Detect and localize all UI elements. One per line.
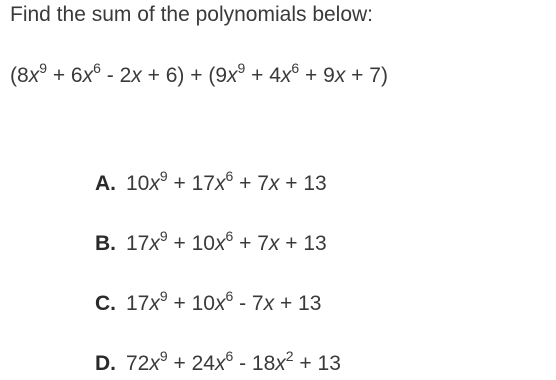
polynomial-expression: $(8x^9 + 6x^6 - 2x + 6) + (9x^9 + 4x^6 + 9x + 7)$ [10,60,388,87]
choice-a-coef-2: 17 [191,172,215,195]
choice-a-coef-1: 10 [126,172,150,195]
p2-exp-1: 9 [237,60,246,76]
question-text: Find the sum of the polynomials below: [10,3,374,26]
p2-coef-1: 9 [215,64,227,87]
p1-const: 6 [165,64,178,87]
choice-b-coef-2: 10 [191,232,215,255]
choice-a[interactable]: A. $10x^9 + 17x^6 + 7x + 13$ [95,168,327,195]
choice-c-coef-2: 10 [191,292,215,315]
choice-a-coef-3: 7 [257,172,269,195]
choice-d-const: 13 [317,352,341,375]
choice-b-const: 13 [303,232,327,255]
p1-coef-1: 8 [17,64,29,87]
choice-a-const: 13 [303,172,327,195]
choice-c-coef-1: 17 [126,292,150,315]
choice-b-exp-1: 9 [159,228,168,244]
choice-d[interactable]: D. $72x^9 + 24x^6 - 18x^2 + 13$ [95,348,341,375]
choice-b-exp-2: 6 [225,228,234,244]
p2-coef-3: 9 [323,64,335,87]
choice-b-coef-3: 7 [257,232,269,255]
choice-c-exp-1: 9 [159,288,168,304]
choice-c[interactable]: C. $17x^9 + 10x^6 - 7x + 13$ [95,288,322,315]
p1-coef-2: 6 [70,64,83,87]
choice-d-exp-2: 6 [225,348,234,364]
p2-coef-2: 4 [269,64,281,87]
choice-d-letter: D. [95,352,116,375]
choice-b-coef-1: 17 [126,232,150,255]
choice-d-coef-3: 18 [251,352,276,375]
p1-exp-1: 9 [39,60,47,76]
choice-c-coef-3: 7 [251,292,264,315]
choice-a-exp-1: 9 [159,168,168,184]
choice-d-exp-1: 9 [159,348,168,364]
p2-exp-2: 6 [291,60,300,76]
p1-coef-3: 2 [119,64,132,87]
p2-const: 7 [369,64,381,87]
p1-exp-2: 6 [93,60,101,76]
choice-c-letter: C. [95,292,116,315]
choice-c-const: 13 [298,292,322,315]
choice-a-exp-2: 6 [225,168,234,184]
choice-c-exp-2: 6 [225,288,234,304]
choice-d-exp-3: 2 [285,348,294,364]
choice-a-letter: A. [95,172,116,195]
choice-d-coef-1: 72 [126,352,150,375]
choice-b[interactable]: B. $17x^9 + 10x^6 + 7x + 13$ [95,228,327,255]
choice-b-letter: B. [95,232,116,255]
choice-d-coef-2: 24 [191,352,215,375]
